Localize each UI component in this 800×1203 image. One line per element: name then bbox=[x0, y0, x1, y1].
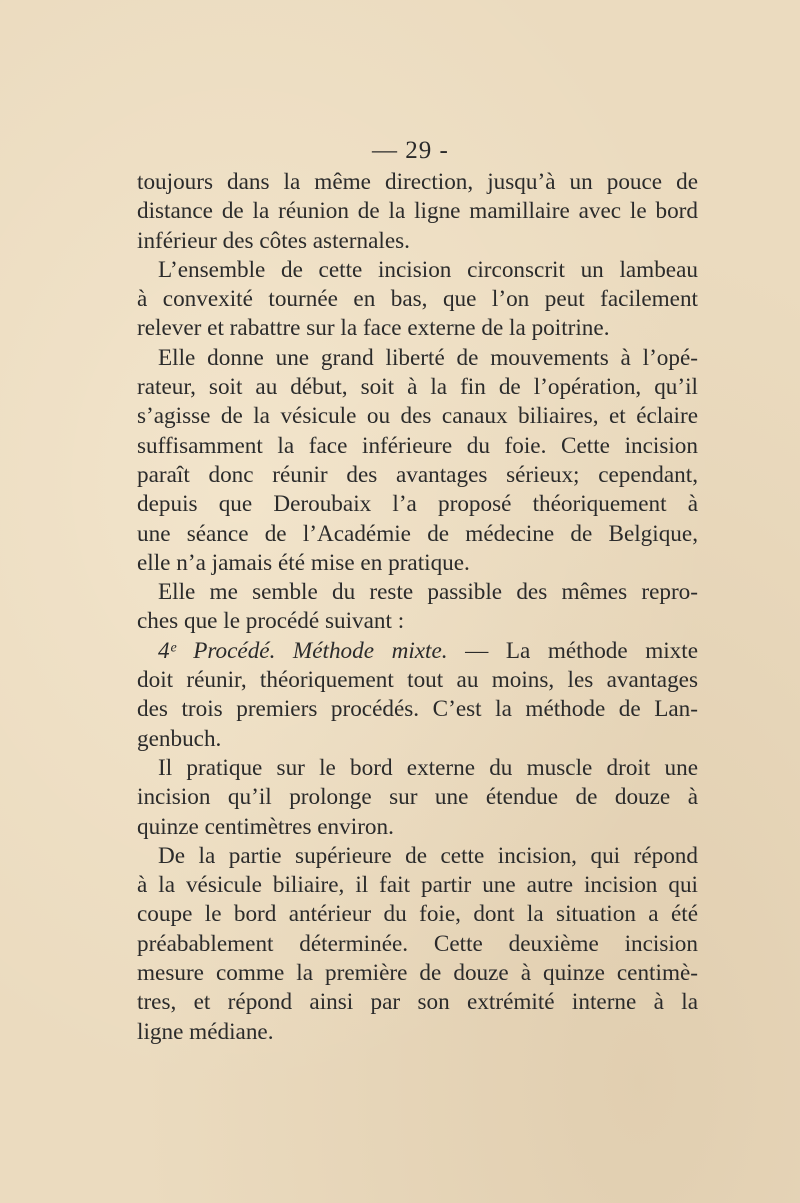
text-line: L’ensemble de cette incision circonscrit un lambeau bbox=[158, 256, 698, 283]
text-line: Il pratique sur le bord externe du muscle droit une bbox=[158, 754, 698, 781]
text-line: une séance de l’Académie de médecine de Belgique, bbox=[137, 520, 698, 547]
em-dash: — bbox=[447, 637, 506, 664]
text-line: distance de la réunion de la ligne mamillaire avec le bord bbox=[137, 198, 698, 225]
text-line: mesure comme la première de douze à quinze centimè- bbox=[137, 960, 698, 987]
text-line: des trois premiers procédés. C’est la méthode de Lan- bbox=[137, 696, 698, 723]
section-heading: 4ᵉ Procédé. Méthode mixte. bbox=[158, 637, 448, 664]
text-line: à convexité tournée en bas, que l’on peut facilement bbox=[137, 286, 698, 313]
text-line: Elle donne une grand liberté de mouvements à l’opé- bbox=[158, 344, 698, 371]
text-line: relever et rabattre sur la face externe de la poitrine. bbox=[137, 315, 610, 342]
text-line: Elle me semble du reste passible des mêmes repro- bbox=[158, 579, 698, 606]
text-line: depuis que Deroubaix l’a proposé théoriquement à bbox=[137, 491, 698, 518]
text-line: ligne médiane. bbox=[137, 1018, 274, 1045]
text-line: préabablement déterminée. Cette deuxième incision bbox=[137, 930, 698, 957]
text-line: coupe le bord antérieur du foie, dont la situation a été bbox=[137, 901, 698, 928]
text-line: incision qu’il prolonge sur une étendue de douze à bbox=[137, 784, 698, 811]
text-line: toujours dans la même direction, jusqu’à un pouce de bbox=[137, 169, 698, 195]
body-text bbox=[137, 168, 698, 1047]
text-line: De la partie supérieure de cette incision, qui répond bbox=[158, 842, 698, 869]
text-line: s’agisse de la vésicule ou des canaux biliaires, et éclaire bbox=[137, 403, 698, 430]
text-line: genbuch. bbox=[137, 725, 222, 752]
text-line: ches que le procédé suivant : bbox=[137, 608, 405, 635]
text-line: doit réunir, théoriquement tout au moins, les avantages bbox=[137, 667, 698, 694]
text-line: quinze centimètres environ. bbox=[137, 813, 394, 840]
text-line bbox=[137, 637, 698, 666]
text-line: tres, et répond ainsi par son extrémité interne à la bbox=[137, 989, 698, 1016]
text-line: rateur, soit au début, soit à la fin de l’opération, qu’il bbox=[137, 374, 698, 401]
line-text: La méthode mixte bbox=[505, 637, 699, 664]
text-line: à la vésicule biliaire, il fait partir une autre incision qui bbox=[137, 872, 698, 899]
text-line: inférieur des côtes asternales. bbox=[137, 227, 410, 254]
page-number: — 29 - bbox=[372, 137, 449, 164]
text-line: paraît donc réunir des avantages sérieux; cependant, bbox=[137, 461, 698, 488]
text-line: suffisamment la face inférieure du foie. Cette incision bbox=[137, 432, 698, 459]
text-line: elle n’a jamais été mise en pratique. bbox=[137, 549, 470, 576]
